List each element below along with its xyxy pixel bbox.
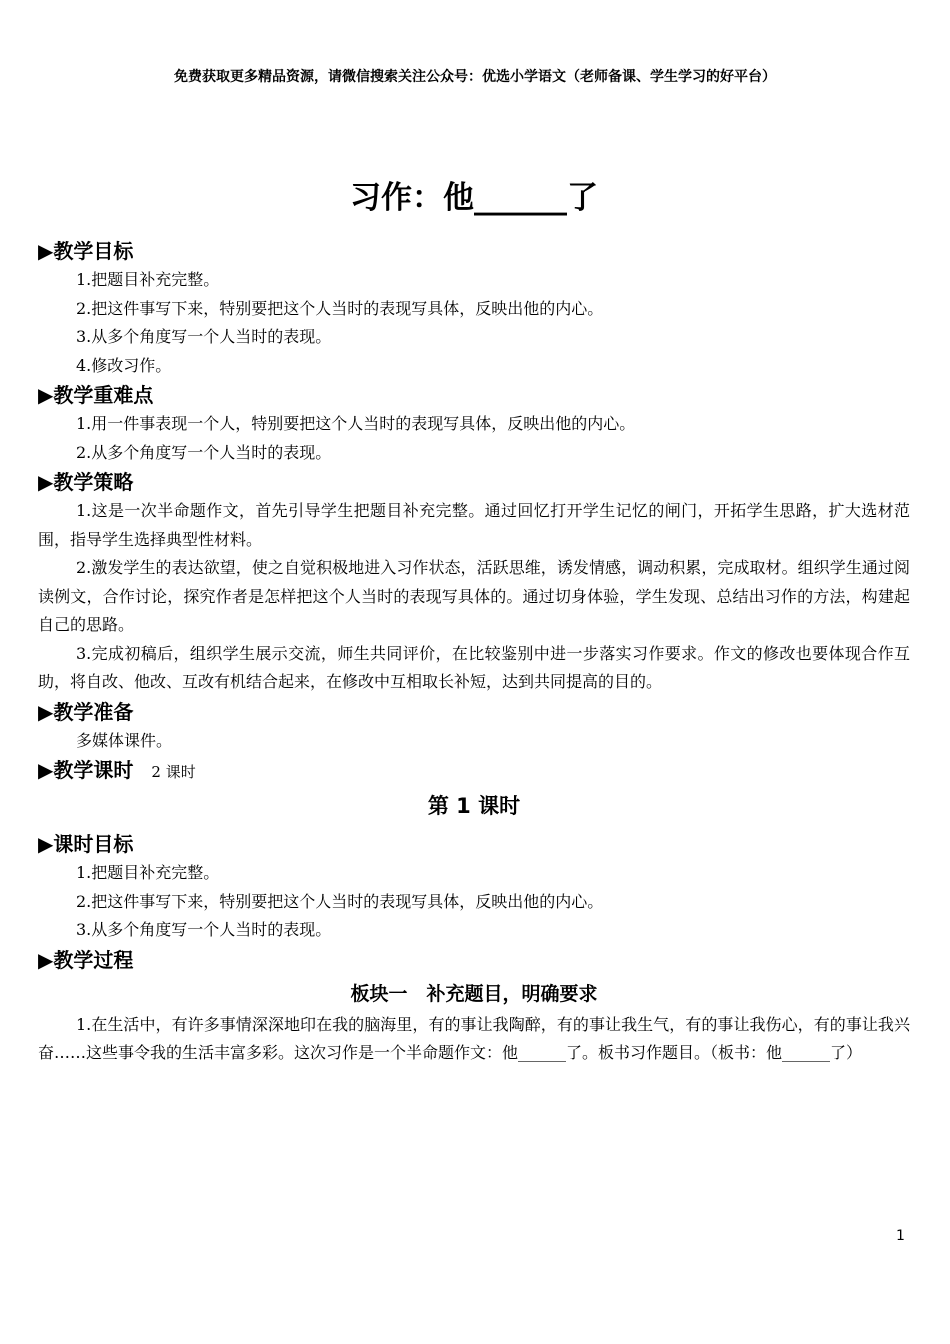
key-point-item: 2.从多个角度写一个人当时的表现。 (76, 442, 332, 462)
page-title: 习作：他______了 (350, 180, 598, 216)
strategy-paragraph: 1.这是一次半命题作文，首先引导学生把题目补充完整。通过回忆打开学生记忆的闸门，开拓学生思路，扩大选材范围，指导学生选择典型性材料。 (38, 501, 910, 549)
goal-item: 2.把这件事写下来，特别要把这个人当时的表现写具体，反映出他的内心。 (76, 298, 604, 318)
lesson-goal-item: 3.从多个角度写一个人当时的表现。 (76, 920, 332, 939)
strategy-paragraph: 3.完成初稿后，组织学生展示交流，师生共同评价，在比较鉴别中进一步落实习作要求。作文的修改也要体现合作互助，将自改、他改、互改有机结合起来，在修改中互相取长补短，达到共同提高的目的。 (38, 643, 910, 691)
periods-heading-label: ▶教学课时 (38, 758, 134, 782)
section-heading-goals: ▶教学目标 (38, 239, 134, 263)
document-body (38, 168, 910, 1068)
section-heading-lesson-goals: ▶课时目标 (38, 832, 134, 856)
section-heading-strategy: ▶教学策略 (38, 470, 134, 494)
section-heading-process: ▶教学过程 (38, 947, 134, 972)
goal-item: 4.修改习作。 (76, 355, 172, 375)
section-heading-preparation: ▶教学准备 (38, 699, 134, 724)
lesson-goal-item: 2.把这件事写下来，特别要把这个人当时的表现写具体，反映出他的内心。 (76, 891, 604, 911)
goal-item: 3.从多个角度写一个人当时的表现。 (76, 327, 332, 346)
goal-item: 1.把题目补充完整。 (76, 270, 220, 289)
block-1-title: 板块一 补充题目，明确要求 (350, 982, 598, 1005)
key-point-item: 1.用一件事表现一个人，特别要把这个人当时的表现写具体，反映出他的内心。 (76, 414, 636, 433)
section-heading-key-points: ▶教学重难点 (38, 383, 154, 407)
block-1-paragraph: 1.在生活中，有许多事情深深地印在我的脑海里，有的事让我陶醉，有的事让我生气，有的事让我伤心，有的事让我兴奋……这些事令我的生活丰富多彩。这次习作是一个半命题作文：他______了。板书习作题目。（板书：他______了） (38, 1014, 910, 1062)
lesson-1-title: 第 1 课时 (427, 794, 521, 818)
preparation-text: 多媒体课件。 (76, 730, 173, 750)
lesson-goal-item: 1.把题目补充完整。 (76, 863, 220, 882)
page-number: 1 (896, 1228, 905, 1244)
periods-value: 2 课时 (151, 763, 196, 781)
header-banner: 免费获取更多精品资源，请微信搜索关注公众号：优选小学语文（老师备课、学生学习的好平台） (174, 69, 776, 85)
strategy-paragraph: 2.激发学生的表达欲望，使之自觉积极地进入习作状态，活跃思维，诱发情感，调动积累，完成取材。组织学生通过阅读例文，合作讨论，探究作者是怎样把这个人当时的表现写具体的。通过切身体验，学生发现、总结出习作的方法，构建起自己的思路。 (38, 558, 910, 634)
section-heading-periods (38, 755, 910, 785)
